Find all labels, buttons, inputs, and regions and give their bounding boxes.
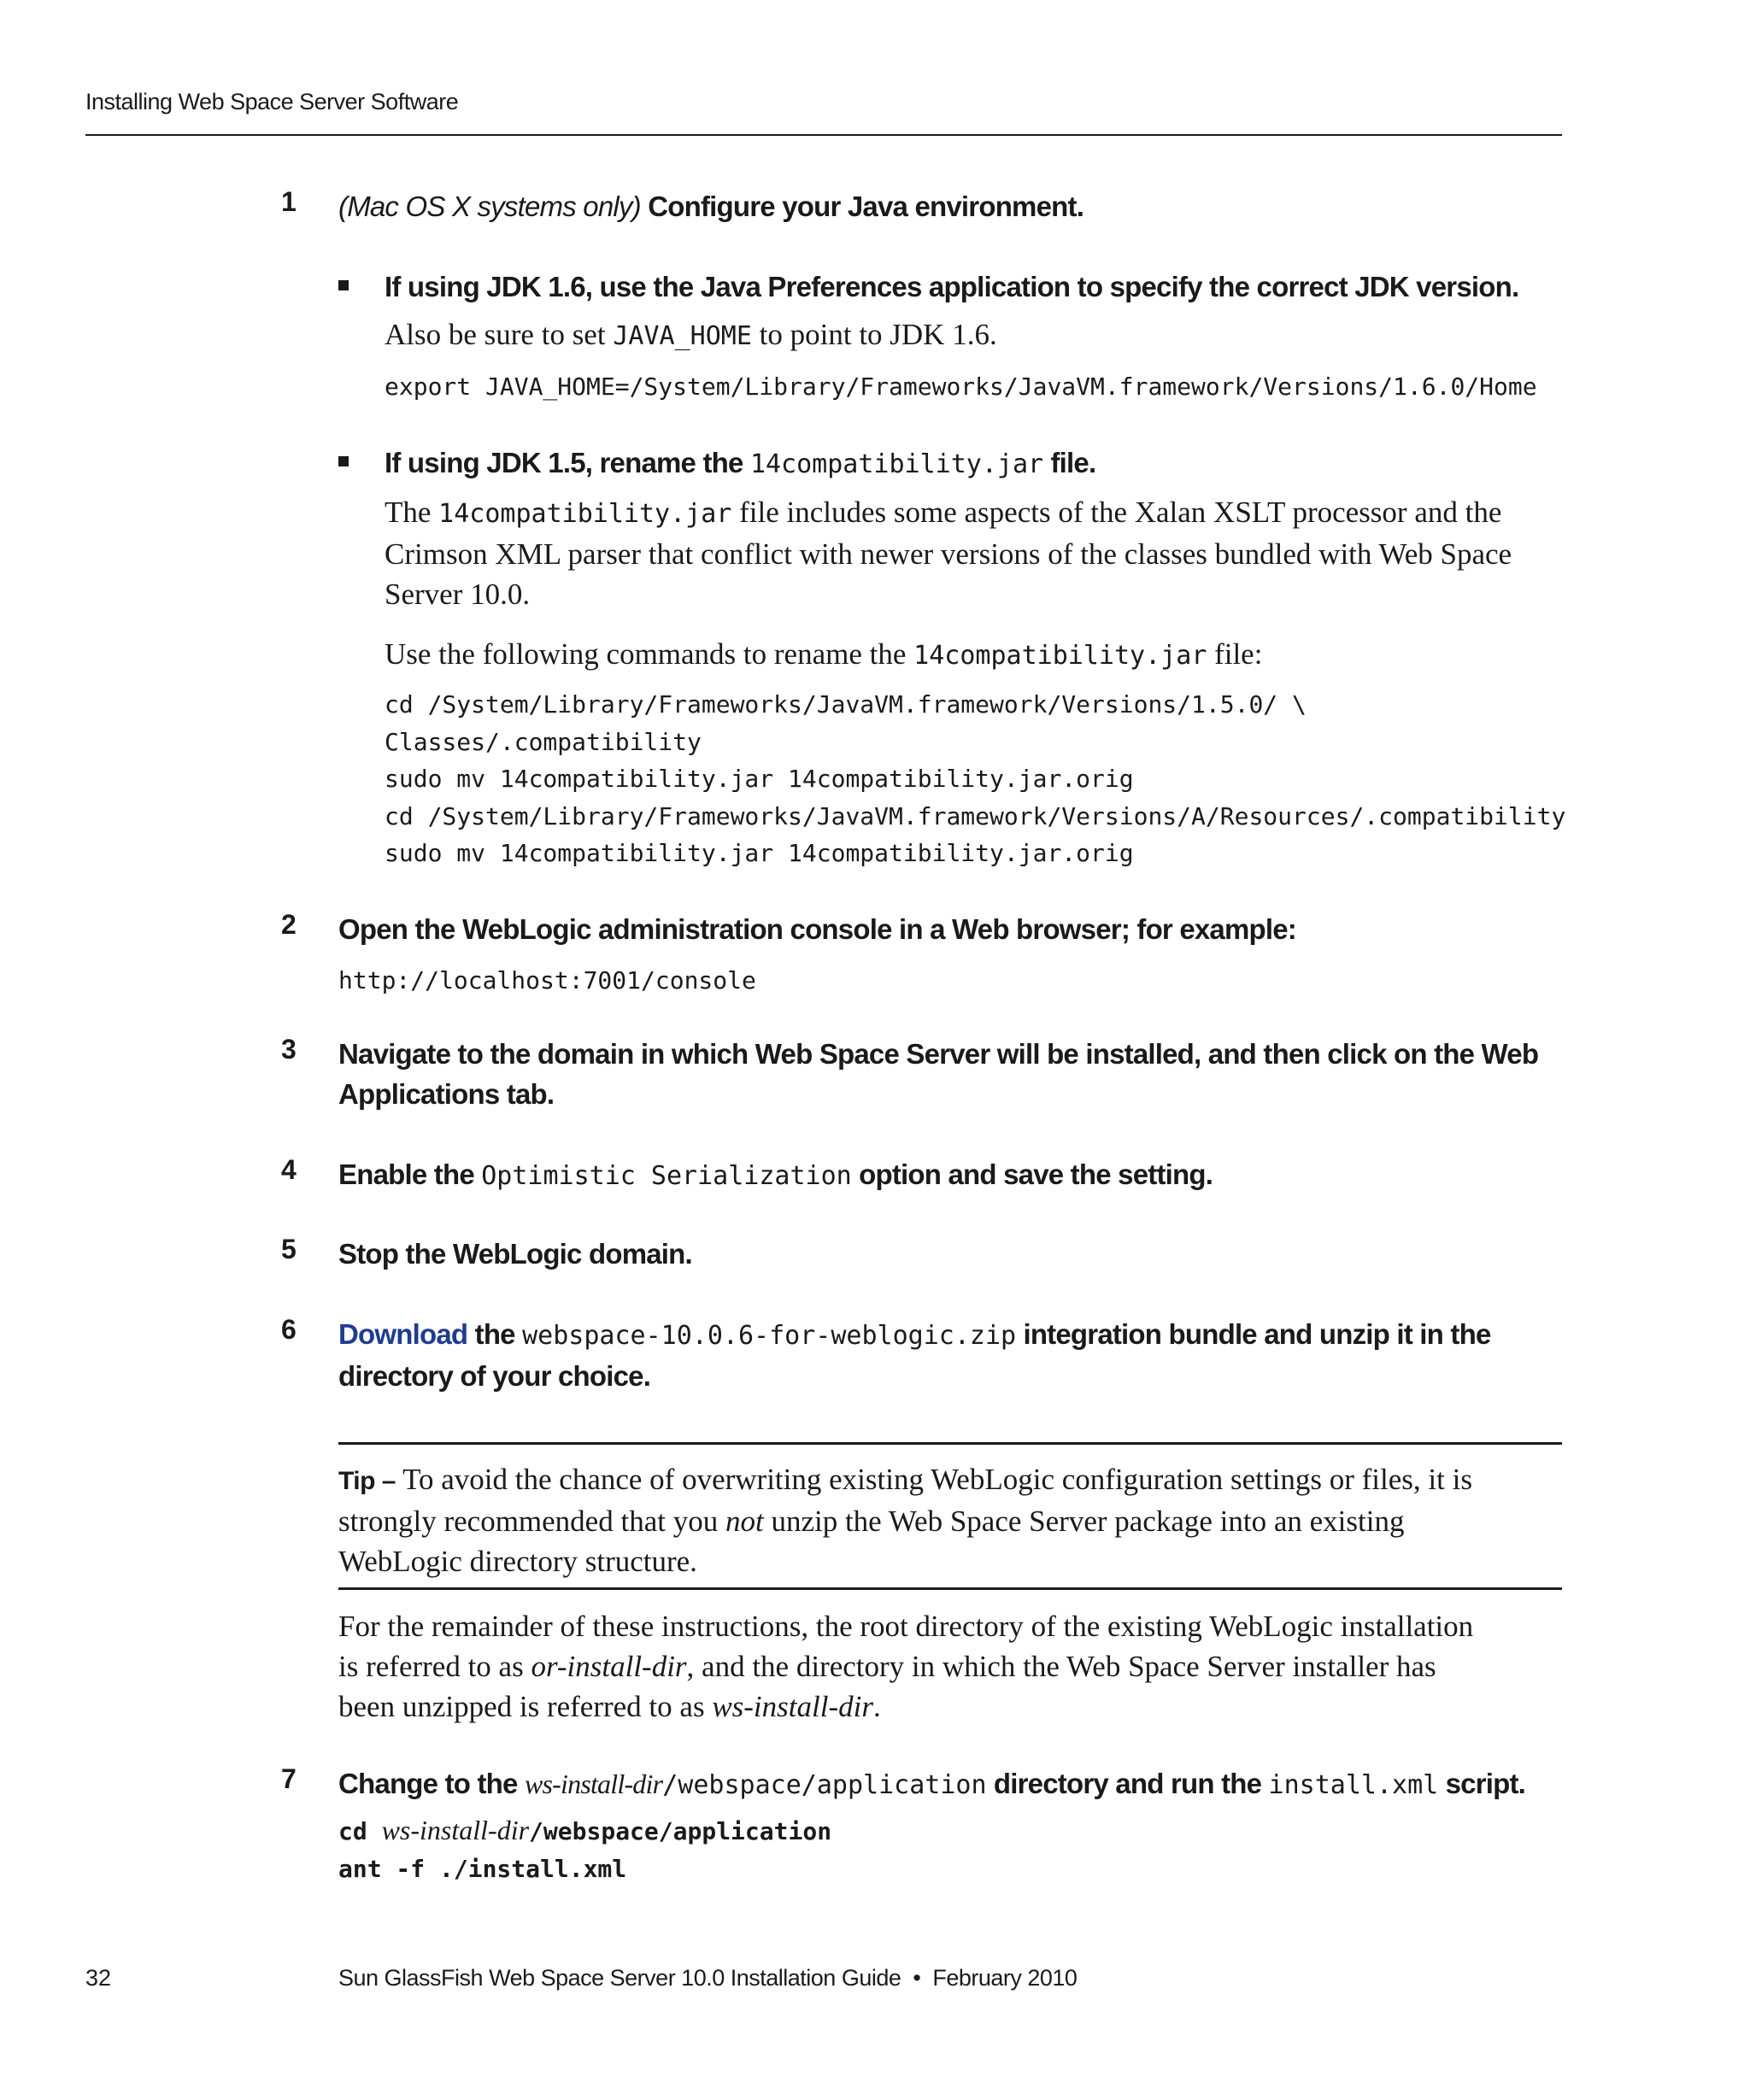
step-1	[282, 186, 1564, 226]
bullet-heading-text: If using JDK 1.5, rename the	[385, 447, 750, 478]
bullet-heading: If using JDK 1.6, use the Java Preferences application to specify the correct JDK version.	[385, 271, 1519, 302]
step-heading	[338, 1314, 1564, 1396]
para-line: For the remainder of these instructions, the root directory of the existing WebLogic installation	[338, 1610, 1474, 1643]
placeholder-or-install-dir: or-install-dir	[531, 1650, 687, 1683]
inline-code: install.xml	[1268, 1770, 1439, 1800]
step-heading: Open the WebLogic administration console in a Web browser; for example:	[338, 913, 1297, 945]
placeholder-ws-install-dir: ws-install-dir	[524, 1769, 663, 1799]
tip-line	[338, 1501, 1569, 1541]
para-text: The	[385, 496, 439, 529]
bullet-square-icon	[338, 456, 349, 466]
tip-top-rule	[338, 1442, 1562, 1445]
para-line	[338, 1686, 1569, 1727]
step-7	[282, 1763, 1564, 1805]
download-link[interactable]: Download	[338, 1318, 468, 1350]
bullet-jdk16	[338, 267, 1577, 307]
tip-line	[338, 1459, 1569, 1501]
code-text: cd	[338, 1817, 382, 1845]
step-number: 5	[281, 1234, 297, 1264]
code-install-commands	[338, 1812, 831, 1887]
code-line: Classes/.compatibility	[385, 727, 702, 756]
placeholder-ws-install-dir: ws-install-dir	[381, 1815, 530, 1845]
step-5	[282, 1234, 1564, 1274]
step-heading-text: the	[467, 1318, 523, 1350]
step-heading: Stop the WebLogic domain.	[338, 1238, 692, 1270]
remainder-paragraph	[338, 1606, 1569, 1727]
code-text: /webspace/application	[529, 1817, 832, 1845]
step-qualifier: (Mac OS X systems only)	[338, 191, 641, 222]
step-heading-text: option and save the setting.	[851, 1159, 1213, 1190]
inline-code: 14compatibility.jar	[749, 449, 1044, 479]
para-line	[338, 1646, 1569, 1686]
para-text: is referred to as	[338, 1650, 531, 1683]
tip-line: WebLogic directory structure.	[338, 1545, 697, 1578]
header-rule	[85, 134, 1562, 136]
step-number: 2	[281, 909, 297, 940]
step-heading: Configure your Java environment.	[648, 191, 1084, 222]
para-text: .	[872, 1690, 881, 1723]
step-number: 4	[281, 1154, 297, 1185]
step-heading	[338, 1763, 1564, 1805]
para-text: , and the directory in which the Web Space Server installer has	[686, 1650, 1436, 1683]
code-line: cd /System/Library/Frameworks/JavaVM.framework/Versions/A/Resources/.compatibility	[385, 801, 1566, 830]
step-heading-line: directory of your choice.	[338, 1360, 651, 1392]
bullet-heading-text: file.	[1043, 447, 1096, 478]
inline-code: 14compatibility.jar	[913, 641, 1207, 671]
step-heading-text: script.	[1438, 1768, 1526, 1799]
step-number: 6	[281, 1314, 297, 1345]
para-text: file includes some aspects of the Xalan XSLT processor and the Crimson XML parser that conflict with newer versions of the classes bundled with Web Space Server 10.0.	[385, 496, 1512, 611]
step-6	[282, 1314, 1564, 1396]
compat-jar-paragraph	[385, 492, 1564, 614]
code-line: ant -f ./install.xml	[338, 1854, 627, 1883]
para-text: been unzipped is referred to as	[338, 1690, 713, 1723]
code-export-java-home: export JAVA_HOME=/System/Library/Frameworks/JavaVM.framework/Versions/1.6.0/Home	[385, 372, 1537, 401]
tip-box	[338, 1459, 1569, 1581]
para-text: Use the following commands to rename the	[385, 637, 914, 671]
step-2	[282, 909, 1564, 949]
step-3	[282, 1034, 1564, 1114]
step-heading-text: Enable the	[338, 1159, 482, 1190]
step-text	[338, 186, 1564, 226]
para-text: Also be sure to set	[385, 318, 614, 351]
code-line: sudo mv 14compatibility.jar 14compatibility.jar.orig	[385, 839, 1134, 867]
inline-code: 14compatibility.jar	[438, 499, 732, 529]
code-line: cd /System/Library/Frameworks/JavaVM.framework/Versions/1.5.0/ \	[385, 690, 1307, 719]
code-line: sudo mv 14compatibility.jar 14compatibility.jar.orig	[385, 765, 1134, 793]
footer-book-title: Sun GlassFish Web Space Server 10.0 Installation Guide • February 2010	[338, 1965, 1078, 1991]
tip-label: Tip –	[338, 1467, 396, 1495]
bullet-heading	[385, 443, 1577, 484]
para-text: to point to JDK 1.6.	[751, 318, 997, 351]
step-heading-text: integration bundle and unzip it in the	[1016, 1318, 1491, 1350]
para-text: file:	[1207, 637, 1263, 671]
step-4	[282, 1154, 1564, 1196]
bullet-square-icon	[338, 280, 349, 290]
step-heading-text: Change to the	[338, 1768, 525, 1799]
tip-emphasis: not	[725, 1505, 764, 1538]
tip-bottom-rule	[338, 1587, 1562, 1590]
step-heading-line: Applications tab.	[338, 1078, 555, 1110]
tip-text: strongly recommended that you	[338, 1505, 725, 1538]
inline-code: Optimistic Serialization	[481, 1161, 852, 1191]
running-header: Installing Web Space Server Software	[85, 89, 459, 114]
step-heading	[338, 1154, 1564, 1196]
step-heading-line	[338, 1314, 1564, 1356]
step-heading	[338, 1034, 1564, 1114]
tip-text: unzip the Web Space Server package into an existing	[763, 1505, 1405, 1538]
code-rename-commands	[385, 686, 1565, 872]
step-heading-text: directory and run the	[986, 1768, 1269, 1799]
step-number: 7	[281, 1763, 297, 1794]
rename-commands-paragraph	[385, 634, 1262, 676]
code-line	[338, 1812, 831, 1851]
tip-text: To avoid the chance of overwriting existing WebLogic configuration settings or files, it is	[395, 1463, 1472, 1496]
step-heading-line: Navigate to the domain in which Web Space Server will be installed, and then click on the Web	[338, 1038, 1539, 1070]
inline-code: /webspace/application	[662, 1770, 987, 1800]
step-number: 3	[281, 1034, 297, 1065]
page-number: 32	[85, 1965, 112, 1991]
inline-code: JAVA_HOME	[613, 321, 752, 351]
jdk16-paragraph	[385, 314, 997, 356]
bullet-jdk15	[338, 443, 1577, 484]
inline-code: webspace-10.0.6-for-weblogic.zip	[522, 1321, 1017, 1351]
step-number: 1	[281, 186, 297, 217]
placeholder-ws-install-dir: ws-install-dir	[712, 1690, 873, 1723]
code-console-url: http://localhost:7001/console	[338, 966, 756, 994]
